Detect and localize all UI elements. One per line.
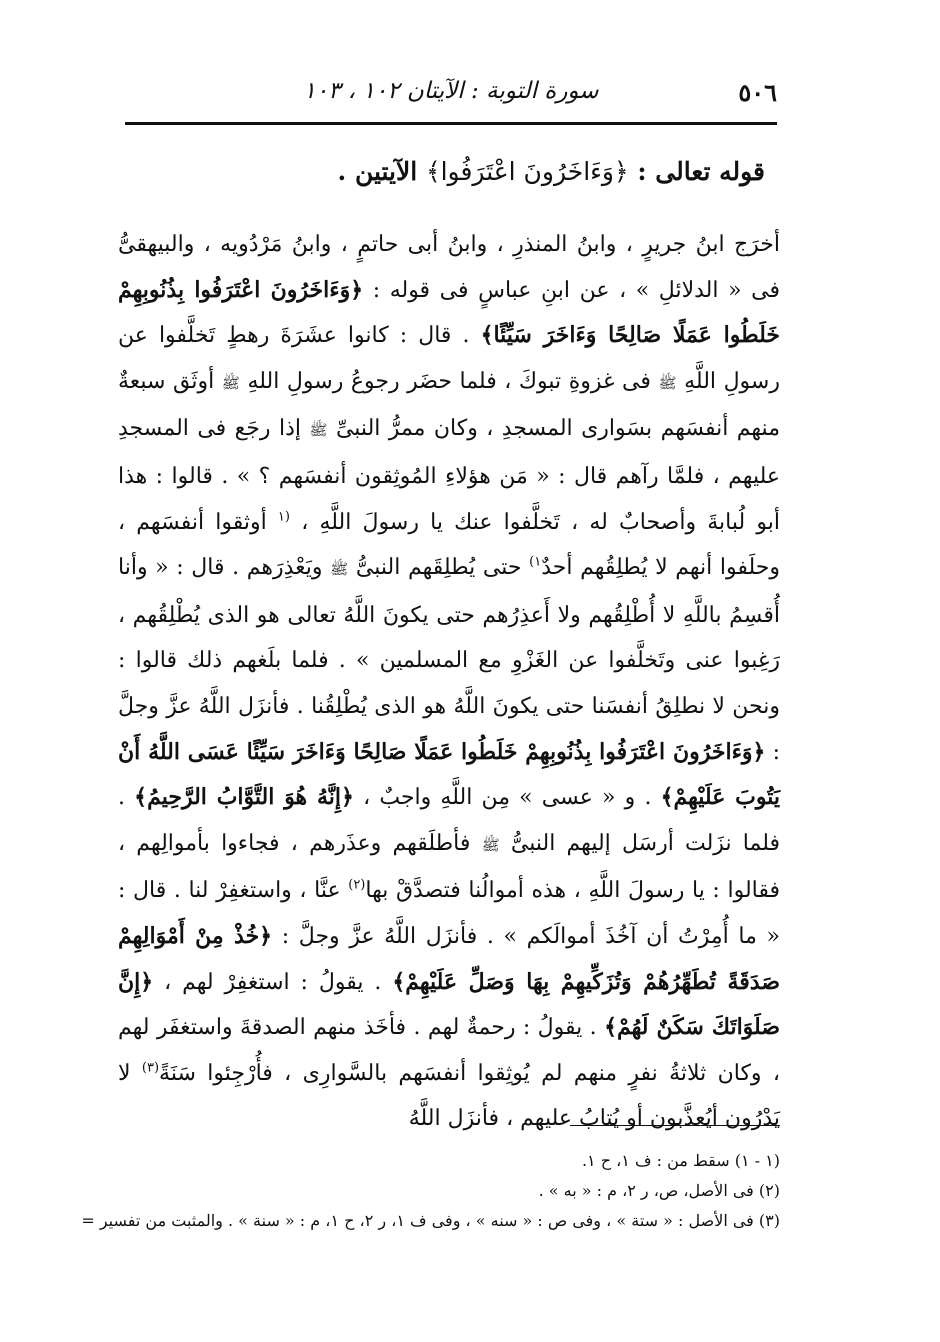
footnote-1: (١ - ١) سقط من : ف ١، ح ١. [581, 1151, 780, 1170]
heading-verse: ﴿وَءَاخَرُونَ اعْتَرَفُوا﴾ [425, 157, 629, 186]
honorific-glyph: ﷺ [658, 373, 677, 392]
quran-verse: ﴿إِنَّ صَلَوَاتَكَ سَكَنٌ لَهُمْ﴾ [118, 968, 781, 1041]
quran-verse: ﴿وَءَاخَرُونَ اعْتَرَفُوا بِذُنُوبِهِمْ خَلَطُوا عَمَلًا صَالِحًا وَءَاخَرَ سَيِّئًا عَسَى اللَّهُ أَنْ يَتُوبَ عَلَيْهِمْ﴾ [118, 738, 781, 811]
text-segment: لا يَدْرُون أيُعذَّبون أو يُتابُ عليهم ، فأنزَل اللَّهُ [118, 1060, 780, 1132]
heading-label: قوله تعالى : [637, 157, 765, 186]
footnotes [81, 1146, 780, 1236]
footnote-marker: ١) [529, 554, 542, 570]
page-number: ٥٠٦ [738, 78, 777, 107]
running-header [125, 72, 777, 112]
text-segment: حتى يُطلِقَهم النبىُّ [355, 555, 522, 581]
text-segment: فى غزوةِ تبوكَ ، فلما حضَر رجوعُ رسولِ اللهِ [247, 368, 651, 394]
footnote-marker: (١ [277, 509, 290, 525]
text-segment: إذا رجَع فى المسجدِ عليهم ، فلمَّا رآهم قال : « مَن هؤلاءِ المُوثِقون أنفسَهم ؟ » . قالوا : هذا أبو لُبابةَ وأصحابٌ له ، تَخلَّفوا عنك يا رسولَ اللَّهِ ، [118, 416, 781, 535]
honorific-glyph: ﷺ [330, 560, 349, 579]
body-paragraph [118, 222, 780, 1142]
text-segment: . و « عسى » مِن اللَّهِ واجبٌ ، [363, 785, 652, 811]
honorific-glyph: ﷺ [221, 373, 240, 392]
quran-verse: ﴿خُذْ مِنْ أَمْوَالِهِمْ صَدَقَةً تُطَهِّرُهُمْ وَتُزَكِّيهِمْ بِهَا وَصَلِّ عَلَيْهِمْ﴾ [118, 922, 781, 995]
quran-verse: ﴿وَءَاخَرُونَ اعْتَرَفُوا بِذُنُوبِهِمْ خَلَطُوا عَمَلًا صَالِحًا وَءَاخَرَ سَيِّئًا﴾ [118, 276, 780, 349]
text-segment: أخرَج ابنُ جريرٍ ، وابنُ المنذرِ ، وابنُ أبى حاتمٍ ، وابنُ مَرْدُويه ، والبيهقىُّ فى « الدلائلِ » ، عن ابنِ عباسٍ فى قوله : [118, 232, 780, 303]
text-segment: . يقولُ : رحمةٌ لهم . فأخَذ منهم الصدقةَ واستغفَر لهم ، وكان ثلاثةُ نفرٍ منهم لم يُوثِقوا أنفسَهم بالسَّوارِى ، فأُرْجِئوا سَنَةً [118, 1015, 780, 1086]
text-segment: عنَّا ، واستغفِرْ لنا . قال : « ما أُمِرْتُ أن آخُذَ أموالَكم » . فأنزَل اللَّهُ عزَّ وجلَّ : [118, 878, 780, 949]
running-title: سورة التوبة : الآيتان ١٠٢ ، ١٠٣ [303, 78, 599, 104]
footnote-3: (٣) فى الأصل : « ستة » ، وفى ص : « سنه » ، وفى ف ١، ر ٢، ح ١، م : « سنة » . والمثبت من تفسير = [81, 1211, 780, 1230]
heading-suffix: الآيتين . [337, 157, 418, 186]
text-segment: فأطلَقهم وعذَرهم ، فجاءوا بأموالِهم ، فقالوا : يا رسولَ اللَّهِ ، هذه أموالُنا فتصدَّقْ بها [118, 830, 780, 904]
quran-verse: ﴿إِنَّهُ هُوَ التَّوَّابُ الرَّحِيمُ﴾ [134, 784, 354, 811]
header-rule [125, 122, 777, 125]
text-segment: . يقولُ : استغفِرْ لهم ، [164, 969, 382, 995]
text-segment: أوثقوا أنفسَهم ، وحلَفوا أنهم لا يُطلِقُهم أحدٌ [118, 509, 780, 581]
text-segment: . قال : كانوا عشَرَةَ رهطٍ تَخلَّفوا عن رسولِ اللَّهِ [118, 323, 780, 394]
footnote-marker: (٣) [141, 1060, 160, 1076]
footnote-marker: (٢) [348, 877, 366, 893]
text-segment: . فلما نزَلت أرسَل إليهم النبىُّ [118, 785, 780, 856]
text-segment: أوثَق سبعةٌ منهم أنفسَهم بسَوارى المسجدِ ، وكان ممرُّ النبىِّ [118, 368, 780, 442]
footnote-2: (٢) فى الأصل، ص، ر ٢، م : « به » . [538, 1181, 780, 1200]
text-segment: ويَعْذِرَهم . قال : « وأنا أُقسِمُ باللَّهِ لا أُطْلِقُهم ولا أَعذِرُهم حتى يكونَ اللَّهُ تعالى هو الذى يُطْلِقُهم ، رَغِبوا عنى وتَخلَّفوا عن الغَزْوِ مع المسلمين » . فلما بلَغهم ذلك قالوا : ونحن لا نطلِقُ أنفسَنا حتى يكونَ اللَّهُ هو الذى يُطْلِقُنا . فأنزَل اللَّهُ عزَّ وجلَّ : [118, 555, 780, 765]
honorific-glyph: ﷺ [481, 835, 500, 854]
section-heading [125, 157, 765, 186]
footnote-rule [570, 1125, 780, 1126]
honorific-glyph: ﷺ [309, 421, 328, 440]
